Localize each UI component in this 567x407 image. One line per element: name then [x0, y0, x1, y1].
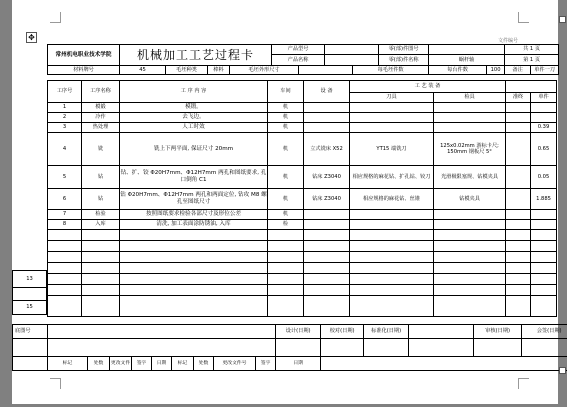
row-time-prep	[506, 123, 531, 133]
col-seq: 工序号	[48, 81, 82, 103]
empty-row	[48, 241, 557, 252]
process-row	[48, 210, 557, 220]
row-time-prep	[506, 189, 531, 210]
row-op-name: 模锻	[82, 103, 120, 113]
row-op-name: 钻	[82, 189, 120, 210]
count2-label: 处数	[194, 357, 214, 371]
signature2-label: 签字	[256, 357, 276, 371]
process-row	[48, 113, 557, 123]
card-title: 机械加工工艺过程卡	[120, 45, 272, 66]
product-model-value	[325, 45, 379, 55]
row-gauge	[434, 210, 506, 220]
process-row	[48, 220, 557, 230]
row-gauge: 钻模夹具	[434, 189, 506, 210]
row-op-name: 入库	[82, 220, 120, 230]
row-seq: 6	[48, 189, 82, 210]
row-equipment	[304, 210, 350, 220]
change-doc-label: 更改文件	[110, 357, 132, 371]
row-content: 按照图纸要求检验各部尺寸及形位公差	[120, 210, 268, 220]
crop-mark	[518, 12, 529, 23]
row-op-name: 检验	[82, 210, 120, 220]
side-number: 15	[13, 301, 47, 315]
row-workshop: 机	[268, 189, 304, 210]
mark-label: 标记	[48, 357, 88, 371]
review-label: 校对(日期)	[321, 325, 364, 339]
parts-per-value: 100	[487, 66, 505, 75]
row-tool: 相应规格的麻花钻、扩孔钻、铰刀	[350, 166, 434, 189]
table-move-handle-icon[interactable]: ✥	[26, 32, 37, 43]
col-time	[506, 81, 557, 93]
blank-type-label: 毛坯种类	[166, 66, 208, 75]
row-equipment	[304, 123, 350, 133]
row-equipment: 立式铣床 X52	[304, 133, 350, 166]
product-name-label: 产品名称	[272, 55, 325, 66]
col-tooling: 工 艺 装 备	[350, 81, 506, 93]
col-fixture: 刀具	[350, 93, 434, 103]
process-row	[48, 189, 557, 210]
date2-label: 日期	[276, 357, 321, 371]
row-content: 钻 Φ20H7mm、Φ12H7mm 两孔和两面定位, 钻攻 M8 螺孔至图纸尺寸	[120, 189, 268, 210]
row-time-prep	[506, 103, 531, 113]
col-equipment: 设 备	[304, 81, 350, 103]
row-seq: 5	[48, 166, 82, 189]
side-number: 13	[13, 271, 47, 288]
remarks-label: 备注	[505, 66, 531, 75]
header-table	[47, 44, 559, 75]
approve-label: 审核(日期)	[474, 325, 522, 339]
row-op-name: 热处理	[82, 123, 120, 133]
empty-row	[48, 274, 557, 285]
row-time	[531, 220, 557, 230]
row-tool: 相应规格的麻花钻、丝锥	[350, 189, 434, 210]
row-equipment: 钻床 Z3040	[304, 189, 350, 210]
row-time-prep	[506, 166, 531, 189]
remarks-value: 单件一刀	[531, 66, 559, 75]
row-time: 1.885	[531, 189, 557, 210]
drawing-number-label: 底图号	[13, 325, 48, 339]
standard-label: 标准化(日期)	[364, 325, 409, 339]
page-total: 共 1 页	[505, 45, 559, 55]
col-time-prep: 准终	[506, 93, 531, 103]
row-time-prep	[506, 133, 531, 166]
mark2-label: 标记	[172, 357, 194, 371]
row-time: 0.65	[531, 133, 557, 166]
row-time	[531, 210, 557, 220]
row-time: 0.05	[531, 166, 557, 189]
product-model-label: 产品型号	[272, 45, 325, 55]
row-equipment	[304, 103, 350, 113]
row-content: 去飞边。	[120, 113, 268, 123]
empty-row	[48, 230, 557, 241]
row-seq: 2	[48, 113, 82, 123]
row-gauge: 125x0.02mm 游标卡尺; 150mm 钢板尺 5°	[434, 133, 506, 166]
row-time	[531, 103, 557, 113]
parts-per-label: 每台件数	[429, 66, 487, 75]
file-number-label: 文件编号	[498, 38, 519, 44]
crop-mark	[50, 378, 61, 389]
row-content: 铣上下两平面, 保证尺寸 20mm	[120, 133, 268, 166]
empty-row	[48, 285, 557, 296]
row-time: 0.39	[531, 123, 557, 133]
row-time-prep	[506, 210, 531, 220]
product-name-value	[325, 55, 379, 66]
row-gauge	[434, 220, 506, 230]
row-content: 钻、扩、铰 Φ20H7mm、Φ12H7mm 两孔和图纸要求, 孔口倒角 C1	[120, 166, 268, 189]
row-tool	[350, 113, 434, 123]
part-name-value: 蜗杆轴	[429, 55, 505, 66]
row-time	[531, 113, 557, 123]
process-table	[47, 80, 557, 317]
count-label: 处数	[88, 357, 110, 371]
side-table	[12, 270, 47, 315]
row-tool	[350, 220, 434, 230]
page-current: 第 1 页	[505, 55, 559, 66]
row-workshop: 机	[268, 103, 304, 113]
row-equipment: 钻床 Z3040	[304, 166, 350, 189]
row-seq: 4	[48, 133, 82, 166]
footer-table	[12, 324, 567, 371]
empty-row	[48, 296, 557, 317]
blank-type-value: 棒料	[208, 66, 230, 75]
row-seq: 7	[48, 210, 82, 220]
part-name-label: 零(部)件名称	[379, 55, 429, 66]
row-op-name: 钻	[82, 166, 120, 189]
row-op-name: 铣	[82, 133, 120, 166]
material-grade-label: 材料牌号	[48, 66, 120, 75]
process-row	[48, 103, 557, 113]
row-time-prep	[506, 220, 531, 230]
blank-size-value	[299, 66, 353, 75]
col-content: 工 序 内 容	[120, 81, 268, 103]
process-row	[48, 123, 557, 133]
part-no-label: 零(部)件图号	[379, 45, 429, 55]
row-tool	[350, 103, 434, 113]
row-workshop: 机	[268, 113, 304, 123]
row-seq: 8	[48, 220, 82, 230]
date-label: 日期	[152, 357, 172, 371]
process-row	[48, 166, 557, 189]
row-content: 模锻。	[120, 103, 268, 113]
signature-label: 签字	[132, 357, 152, 371]
blanks-per-label: 每毛坯件数	[353, 66, 429, 75]
row-workshop: 机	[268, 166, 304, 189]
row-workshop: 机	[268, 133, 304, 166]
side-blank	[13, 288, 47, 301]
change-doc2-label: 更改文件号	[214, 357, 256, 371]
empty-row	[48, 252, 557, 263]
row-seq: 3	[48, 123, 82, 133]
row-gauge	[434, 123, 506, 133]
row-content: 清洗, 加工表面涂防锈油, 入库	[120, 220, 268, 230]
row-seq: 1	[48, 103, 82, 113]
row-time-prep	[506, 113, 531, 123]
process-row	[48, 133, 557, 166]
row-tool	[350, 123, 434, 133]
col-time-unit: 单件	[531, 93, 557, 103]
row-workshop: 检	[268, 220, 304, 230]
col-op-name: 工序名称	[82, 81, 120, 103]
empty-row	[48, 263, 557, 274]
material-grade-value: 45	[120, 66, 166, 75]
row-tool	[350, 210, 434, 220]
row-op-name: 冷作	[82, 113, 120, 123]
sign-label: 会签(日期)	[522, 325, 567, 339]
row-gauge	[434, 103, 506, 113]
row-workshop: 机	[268, 123, 304, 133]
col-gauge: 检具	[434, 93, 506, 103]
window-resize-handle-icon[interactable]	[559, 16, 566, 23]
row-tool: YT15 端铣刀	[350, 133, 434, 166]
col-workshop: 车间	[268, 81, 304, 103]
row-gauge: 光滑极限塞规、钻模夹具	[434, 166, 506, 189]
page-corner-handle-icon[interactable]	[559, 367, 566, 374]
part-no-value	[429, 45, 505, 55]
row-gauge	[434, 113, 506, 123]
design-label: 设计(日期)	[276, 325, 321, 339]
crop-mark	[518, 378, 529, 389]
row-equipment	[304, 113, 350, 123]
blank-size-label: 毛坯外形尺寸	[230, 66, 299, 75]
row-equipment	[304, 220, 350, 230]
crop-mark	[50, 12, 61, 23]
row-workshop: 机	[268, 210, 304, 220]
row-content: 人工时效	[120, 123, 268, 133]
org-name: 常州机电职业技术学院	[48, 45, 120, 66]
